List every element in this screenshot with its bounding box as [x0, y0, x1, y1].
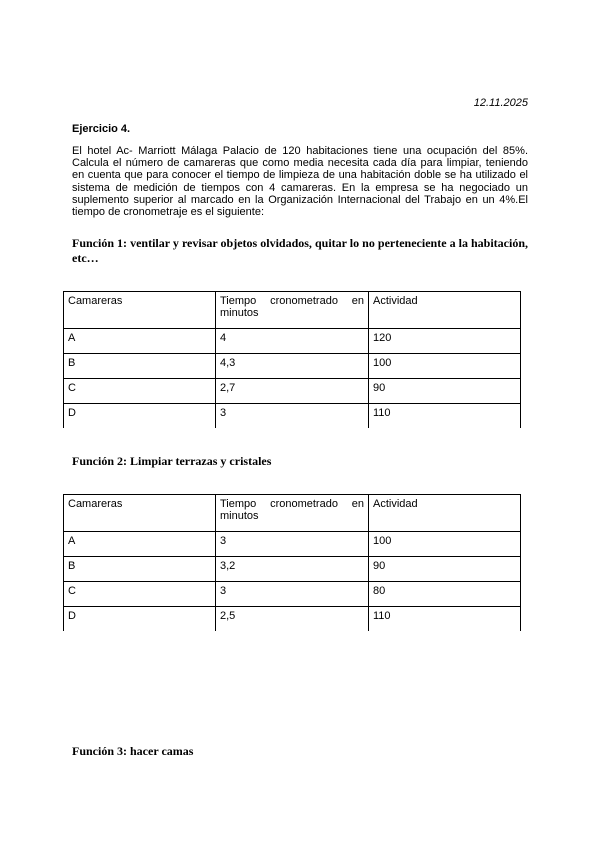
- cell-tiempo: 3,2: [216, 557, 369, 582]
- table-row: [64, 582, 521, 607]
- cell-actividad: 110: [369, 607, 521, 632]
- cell-tiempo: 2,7: [216, 379, 369, 404]
- function-3-heading: Función 3: hacer camas: [72, 744, 194, 758]
- cell-camarera: B: [64, 557, 216, 582]
- header-tiempo-line2: minutos: [220, 307, 259, 319]
- function-1-table: [63, 291, 521, 428]
- table-header-row: [64, 292, 521, 329]
- cell-camarera: A: [64, 329, 216, 354]
- header-actividad: Actividad: [369, 292, 521, 329]
- header-tiempo-word: cronometrado: [270, 498, 338, 510]
- table-header-row: [64, 495, 521, 532]
- cell-actividad: 100: [369, 532, 521, 557]
- cell-tiempo: 2,5: [216, 607, 369, 632]
- table-row: [64, 532, 521, 557]
- table-row: [64, 607, 521, 632]
- header-tiempo-word: Tiempo: [220, 295, 257, 307]
- header-tiempo-word: cronometrado: [270, 295, 338, 307]
- header-camareras: Camareras: [64, 292, 216, 329]
- cell-actividad: 120: [369, 329, 521, 354]
- header-tiempo: [216, 292, 369, 329]
- cell-actividad: 100: [369, 354, 521, 379]
- table-row: [64, 557, 521, 582]
- cell-actividad: 80: [369, 582, 521, 607]
- cell-camarera: A: [64, 532, 216, 557]
- header-actividad: Actividad: [369, 495, 521, 532]
- exercise-title: Ejercicio 4.: [72, 123, 131, 135]
- exercise-statement: El hotel Ac- Marriott Málaga Palacio de 120 habitaciones tiene una ocupación del 85%. Calcula el número de camareras que como media necesita cada día para limpiar, teniendo en cuenta que para conocer el tiempo de limpieza de una habitación doble se ha utilizado el sistema de medición de tiempos con 4 camareras. En la empresa se ha negociado un suplemento superior al marcado en la Organización Internacional del Trabajo en un 4%.El tiempo de cronometraje es el siguiente:: [72, 145, 528, 219]
- cell-tiempo: 3: [216, 582, 369, 607]
- header-tiempo-word: en: [351, 295, 364, 307]
- cell-tiempo: 3: [216, 532, 369, 557]
- document-date: 12.11.2025: [473, 97, 528, 109]
- table-row: [64, 329, 521, 354]
- cell-actividad: 90: [369, 379, 521, 404]
- header-tiempo: [216, 495, 369, 532]
- cell-tiempo: 3: [216, 404, 369, 429]
- cell-camarera: B: [64, 354, 216, 379]
- function-1-heading: Función 1: ventilar y revisar objetos olvidados, quitar lo no perteneciente a la habitación, etc…: [72, 236, 528, 265]
- cell-camarera: C: [64, 582, 216, 607]
- function-2-heading: Función 2: Limpiar terrazas y cristales: [72, 454, 272, 468]
- cell-tiempo: 4,3: [216, 354, 369, 379]
- cell-actividad: 110: [369, 404, 521, 429]
- table-row: [64, 354, 521, 379]
- cell-camarera: D: [64, 607, 216, 632]
- cell-camarera: D: [64, 404, 216, 429]
- cell-tiempo: 4: [216, 329, 369, 354]
- cell-camarera: C: [64, 379, 216, 404]
- cell-actividad: 90: [369, 557, 521, 582]
- header-tiempo-line2: minutos: [220, 510, 259, 522]
- table-row: [64, 379, 521, 404]
- header-tiempo-word: Tiempo: [220, 498, 257, 510]
- table-row: [64, 404, 521, 429]
- function-2-table: [63, 494, 521, 631]
- header-tiempo-word: en: [351, 498, 364, 510]
- header-camareras: Camareras: [64, 495, 216, 532]
